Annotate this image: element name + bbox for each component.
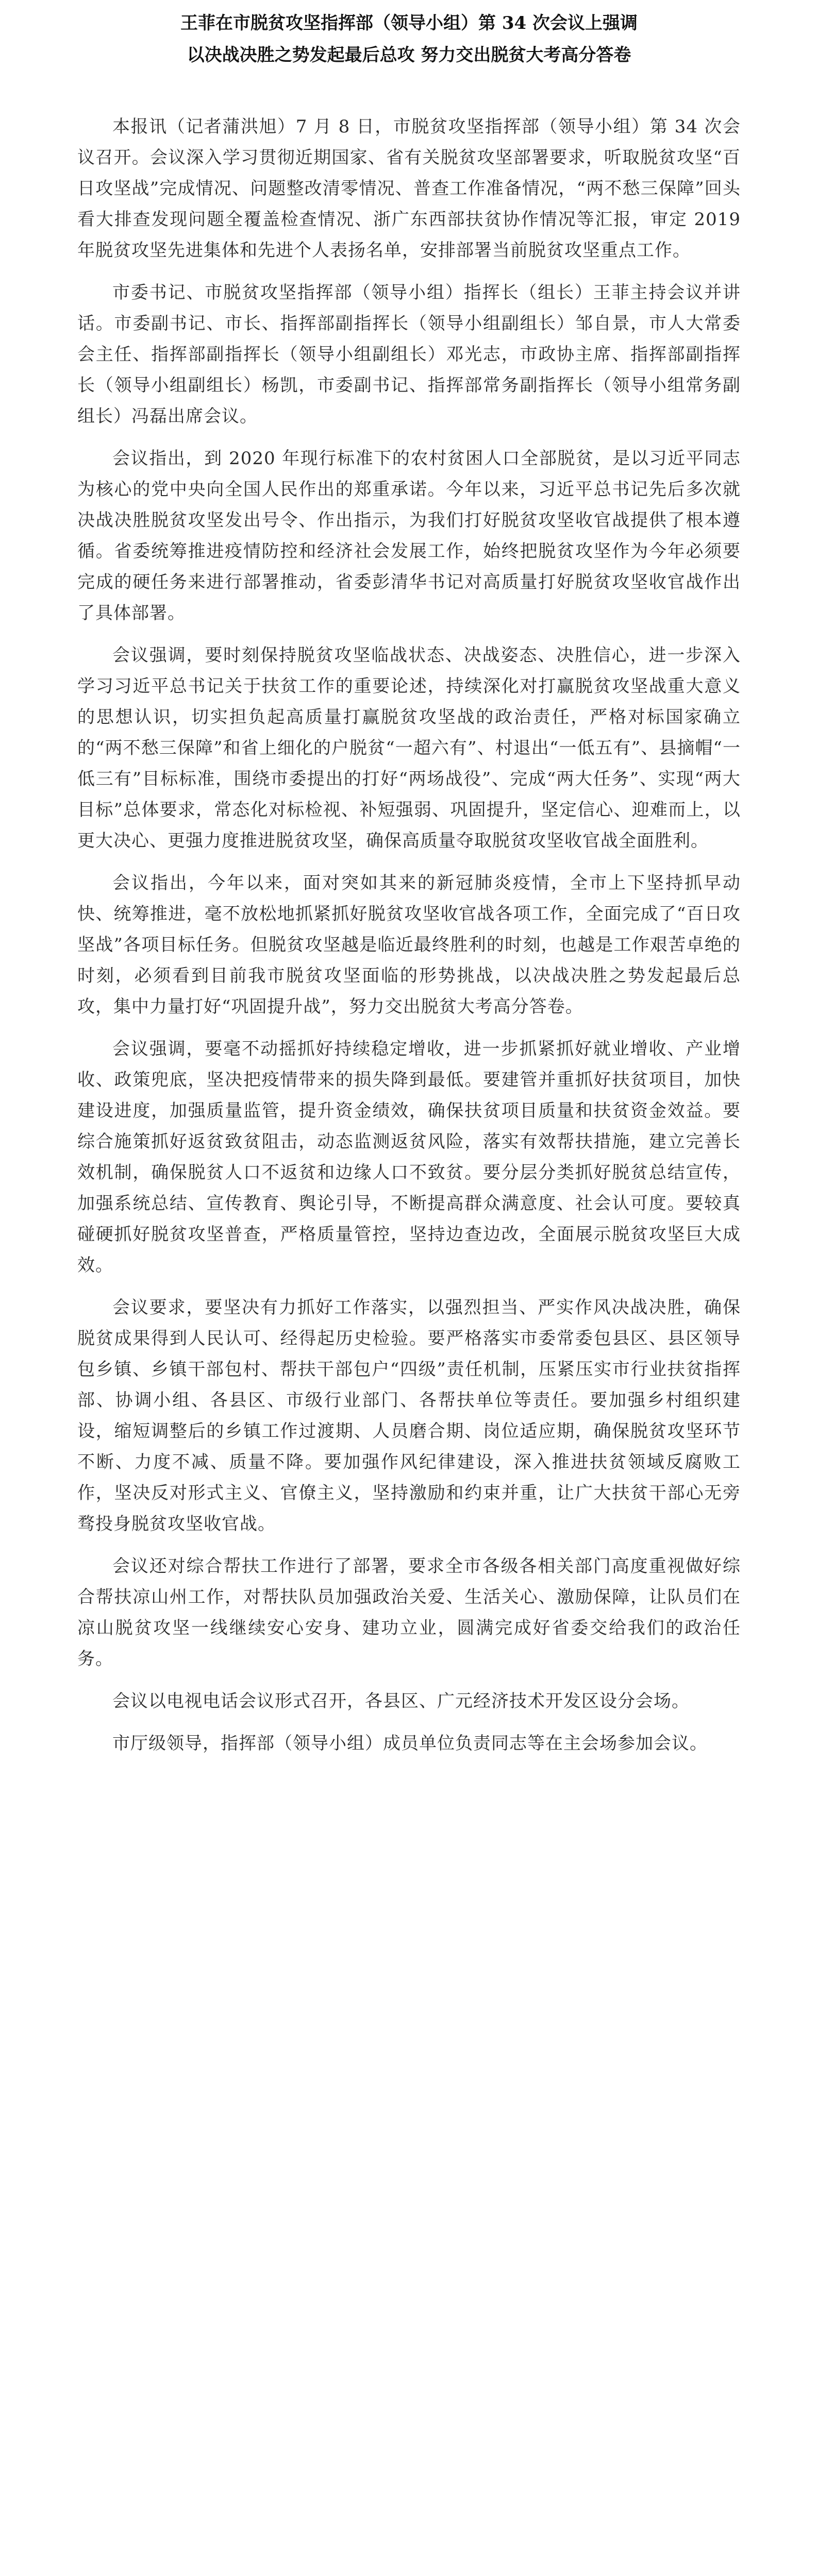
paragraph-lead: 本报讯（记者蒲洪旭）7 月 8 日，市脱贫攻坚指挥部（领导小组）第 34 次会议召开。会议深入学习贯彻近期国家、省有关脱贫攻坚部署要求，听取脱贫攻坚“百日攻坚战”完成情况、问题整改清零情况、普查工作准备情况，“两不愁三保障”回头看大排查发现问题全覆盖检查情况、浙广东西部扶贫协作情况等汇报，审定 2019 年脱贫攻坚先进集体和先进个人表扬名单，安排部署当前脱贫攻坚重点工作。 xyxy=(77,116,741,261)
paragraph-meeting-emphasized-1: 会议强调，要时刻保持脱贫攻坚临战状态、决战姿态、决胜信心，进一步深入学习习近平总书记关于扶贫工作的重要论述，持续深化对打赢脱贫攻坚战重大意义的思想认识，切实担负起高质量打赢脱贫攻坚战的政治责任，严格对标国家确立的“两不愁三保障”和省上细化的户脱贫“一超六有”、村退出“一低五有”、县摘帽“一低三有”目标标准，围绕市委提出的打好“两场战役”、完成“两大任务”、实现“两大目标”总体要求，常态化对标检视、补短强弱、巩固提升，坚定信心、迎难而上，以更大决心、更强力度推进脱贫攻坚，确保高质量夺取脱贫攻坚收官战全面胜利。 xyxy=(77,645,741,851)
article-body xyxy=(77,111,741,1759)
paragraph-meeting-pointed-out-1: 会议指出，到 2020 年现行标准下的农村贫困人口全部脱贫，是以习近平同志为核心的党中央向全国人民作出的郑重承诺。今年以来，习近平总书记先后多次就决战决胜脱贫攻坚发出号令、作出指示，为我们打好脱贫攻坚收官战提供了根本遵循。省委统筹推进疫情防控和经济社会发展工作，始终把脱贫攻坚作为今年必须要完成的硬任务来进行部署推动，省委彭清华书记对高质量打好脱贫攻坚收官战作出了具体部署。 xyxy=(77,448,741,623)
paragraph-meeting-format: 会议以电视电话会议形式召开，各县区、广元经济技术开发区设分会场。 xyxy=(112,1691,690,1711)
paragraph-attendees: 市委书记、市脱贫攻坚指挥部（领导小组）指挥长（组长）王菲主持会议并讲话。市委副书记、市长、指挥部副指挥长（领导小组副组长）邹自景，市人大常委会主任、指挥部副指挥长（领导小组副组长）邓光志，市政协主席、指挥部副指挥长（领导小组副组长）杨凯，市委副书记、指挥部常务副指挥长（领导小组常务副组长）冯磊出席会议。 xyxy=(77,282,741,427)
paragraph-meeting-requirements: 会议要求，要坚决有力抓好工作落实，以强烈担当、严实作风决战决胜，确保脱贫成果得到人民认可、经得起历史检验。要严格落实市委常委包县区、县区领导包乡镇、乡镇干部包村、帮扶干部包户“四级”责任机制，压紧压实市行业扶贫指挥部、协调小组、各县区、市级行业部门、各帮扶单位等责任。要加强乡村组织建设，缩短调整后的乡镇工作过渡期、人员磨合期、岗位适应期，确保脱贫攻坚环节不断、力度不减、质量不降。要加强作风纪律建设，深入推进扶贫领域反腐败工作，坚决反对形式主义、官僚主义，坚持激励和约束并重，让广大扶贫干部心无旁骛投身脱贫攻坚收官战。 xyxy=(77,1297,741,1534)
paragraph-participants: 市厅级领导，指挥部（领导小组）成员单位负责同志等在主会场参加会议。 xyxy=(112,1733,708,1754)
paragraph-comprehensive-assistance: 会议还对综合帮扶工作进行了部署，要求全市各级各相关部门高度重视做好综合帮扶凉山州工作，对帮扶队员加强政治关爱、生活关心、激励保障，让队员们在凉山脱贫攻坚一线继续安心安身、建功立业，圆满完成好省委交给我们的政治任务。 xyxy=(77,1556,741,1669)
headline-line-2: 以决战决胜之势发起最后总攻 努力交出脱贫大考高分答卷 xyxy=(187,45,631,65)
paragraph-meeting-emphasized-2: 会议强调，要毫不动摇抓好持续稳定增收，进一步抓紧抓好就业增收、产业增收、政策兜底，坚决把疫情带来的损失降到最低。要建管并重抓好扶贫项目，加快建设进度，加强质量监管，提升资金绩效，确保扶贫项目质量和扶贫资金效益。要综合施策抓好返贫致贫阻击，动态监测返贫风险，落实有效帮扶措施，建立完善长效机制，确保脱贫人口不返贫和边缘人口不致贫。要分层分类抓好脱贫总结宣传，加强系统总结、宣传教育、舆论引导，不断提高群众满意度、社会认可度。要较真碰硬抓好脱贫攻坚普查，严格质量管控，坚持边查边改，全面展示脱贫攻坚巨大成效。 xyxy=(77,1039,741,1276)
headline-line-1: 王菲在市脱贫攻坚指挥部（领导小组）第 34 次会议上强调 xyxy=(180,13,638,33)
paragraph-meeting-pointed-out-2: 会议指出，今年以来，面对突如其来的新冠肺炎疫情，全市上下坚持抓早动快、统筹推进，毫不放松地抓紧抓好脱贫攻坚收官战各项工作，全面完成了“百日攻坚战”各项目标任务。但脱贫攻坚越是临近最终胜利的时刻，也越是工作艰苦卓绝的时刻，必须看到目前我市脱贫攻坚面临的形势挑战，以决战决胜之势发起最后总攻，集中力量打好“巩固提升战”，努力交出脱贫大考高分答卷。 xyxy=(77,873,741,1017)
article-headline xyxy=(77,0,741,71)
